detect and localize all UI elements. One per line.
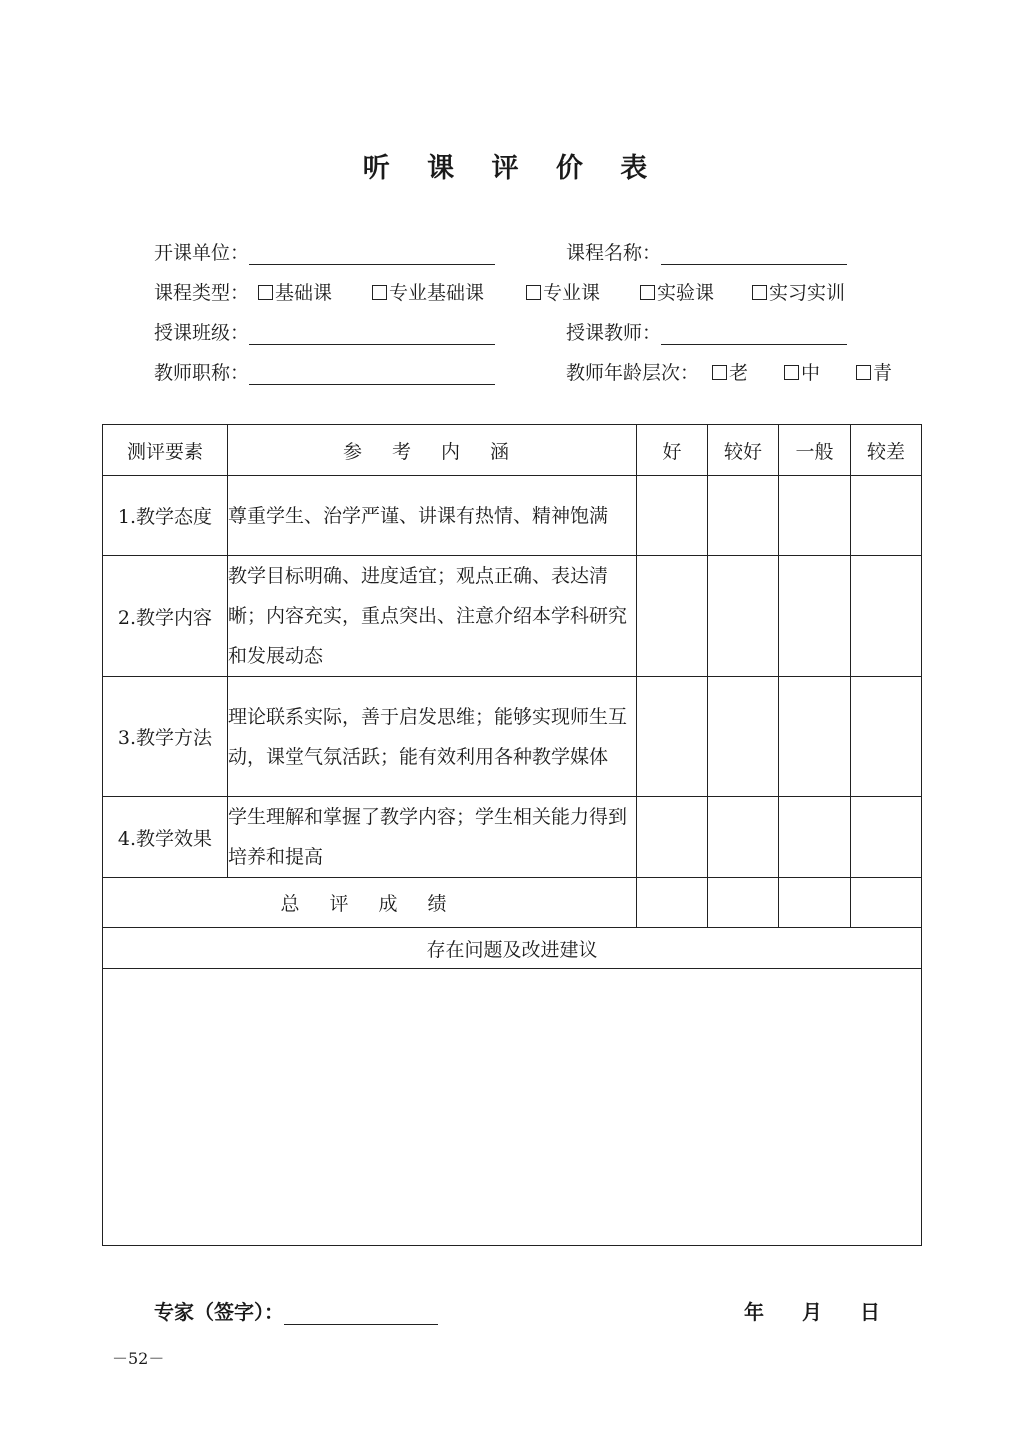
checkbox-icon[interactable] — [258, 285, 273, 300]
column-header: 较好 — [708, 425, 779, 476]
rating-cell-fairly-good[interactable] — [708, 797, 779, 878]
rating-cell-average[interactable] — [779, 677, 851, 797]
course-type-option[interactable]: 专业课 — [526, 278, 600, 305]
age-option[interactable]: 中 — [784, 358, 820, 385]
age-option[interactable]: 青 — [856, 358, 892, 385]
teacher-title-input[interactable] — [249, 362, 495, 385]
rating-cell-poor[interactable] — [851, 476, 922, 556]
table-row — [103, 476, 922, 556]
total-cell-fairly-good[interactable] — [708, 878, 779, 928]
checkbox-icon[interactable] — [856, 365, 871, 380]
suggestions-header-row — [103, 928, 922, 969]
teacher-field — [566, 318, 847, 345]
rating-cell-poor[interactable] — [851, 797, 922, 878]
checkbox-icon[interactable] — [712, 365, 727, 380]
signature-label: 专家（签字）： — [154, 1300, 284, 1324]
page-number: －52－ — [112, 1349, 165, 1368]
class-label: 授课班级： — [154, 322, 250, 344]
column-header: 一般 — [779, 425, 851, 476]
column-header: 参 考 内 涵 — [228, 425, 637, 476]
form-title: 听 课 评 价 表 — [362, 153, 662, 184]
total-score-row — [103, 878, 922, 928]
course-type-option[interactable]: 实验课 — [640, 278, 714, 305]
checkbox-icon[interactable] — [526, 285, 541, 300]
total-score-label: 总 评 成 绩 — [103, 878, 637, 928]
rating-cell-average[interactable] — [779, 476, 851, 556]
element-cell: 3.教学方法 — [103, 677, 228, 797]
column-header: 较差 — [851, 425, 922, 476]
course-type-option[interactable]: 基础课 — [258, 278, 332, 305]
checkbox-icon[interactable] — [640, 285, 655, 300]
teacher-label: 授课教师： — [566, 322, 662, 344]
rating-cell-poor[interactable] — [851, 677, 922, 797]
date-line — [744, 1296, 880, 1325]
teacher-input[interactable] — [661, 322, 847, 345]
rating-cell-fairly-good[interactable] — [708, 677, 779, 797]
rating-cell-good[interactable] — [637, 677, 708, 797]
course-unit-label: 开课单位： — [154, 242, 250, 264]
description-cell: 学生理解和掌握了教学内容；学生相关能力得到培养和提高 — [228, 797, 637, 878]
element-cell: 4.教学效果 — [103, 797, 228, 878]
checkbox-icon[interactable] — [784, 365, 799, 380]
element-cell: 1.教学态度 — [103, 476, 228, 556]
age-option[interactable]: 老 — [712, 358, 748, 385]
class-field — [154, 318, 495, 345]
month-label: 月 — [802, 1300, 822, 1324]
teacher-title-field — [154, 358, 495, 385]
class-input[interactable] — [249, 322, 495, 345]
year-label: 年 — [744, 1300, 764, 1324]
signature-input[interactable] — [284, 1302, 438, 1325]
course-name-label: 课程名称： — [566, 242, 662, 264]
total-cell-poor[interactable] — [851, 878, 922, 928]
description-cell: 教学目标明确、进度适宜；观点正确、表达清晰；内容充实，重点突出、注意介绍本学科研究和发展动态 — [228, 556, 637, 677]
table-row — [103, 797, 922, 878]
table-row — [103, 677, 922, 797]
suggestions-label: 存在问题及改进建议 — [103, 928, 922, 969]
course-type-option[interactable]: 实习实训 — [752, 278, 845, 305]
course-type-option[interactable]: 专业基础课 — [372, 278, 484, 305]
signature-line — [154, 1296, 438, 1325]
rating-cell-good[interactable] — [637, 797, 708, 878]
checkbox-icon[interactable] — [752, 285, 767, 300]
rating-cell-average[interactable] — [779, 556, 851, 677]
total-cell-good[interactable] — [637, 878, 708, 928]
rating-cell-fairly-good[interactable] — [708, 476, 779, 556]
day-label: 日 — [860, 1300, 880, 1324]
course-name-input[interactable] — [661, 242, 847, 265]
table-header-row — [103, 425, 922, 476]
course-name-field — [566, 238, 847, 265]
rating-cell-good[interactable] — [637, 476, 708, 556]
suggestions-row — [103, 969, 922, 1246]
course-unit-field — [154, 238, 495, 265]
total-cell-average[interactable] — [779, 878, 851, 928]
column-header: 测评要素 — [103, 425, 228, 476]
rating-cell-average[interactable] — [779, 797, 851, 878]
table-row — [103, 556, 922, 677]
rating-cell-good[interactable] — [637, 556, 708, 677]
description-cell: 尊重学生、治学严谨、讲课有热情、精神饱满 — [228, 476, 637, 556]
teacher-title-label: 教师职称： — [154, 362, 250, 384]
element-cell: 2.教学内容 — [103, 556, 228, 677]
rating-cell-poor[interactable] — [851, 556, 922, 677]
course-type-label: 课程类型： — [154, 282, 250, 304]
age-label: 教师年龄层次： — [566, 362, 700, 384]
column-header: 好 — [637, 425, 708, 476]
description-cell: 理论联系实际，善于启发思维；能够实现师生互动，课堂气氛活跃；能有效利用各种教学媒体 — [228, 677, 637, 797]
checkbox-icon[interactable] — [372, 285, 387, 300]
suggestions-area[interactable] — [103, 969, 922, 1246]
rating-cell-fairly-good[interactable] — [708, 556, 779, 677]
evaluation-table — [102, 424, 922, 1246]
course-unit-input[interactable] — [249, 242, 495, 265]
